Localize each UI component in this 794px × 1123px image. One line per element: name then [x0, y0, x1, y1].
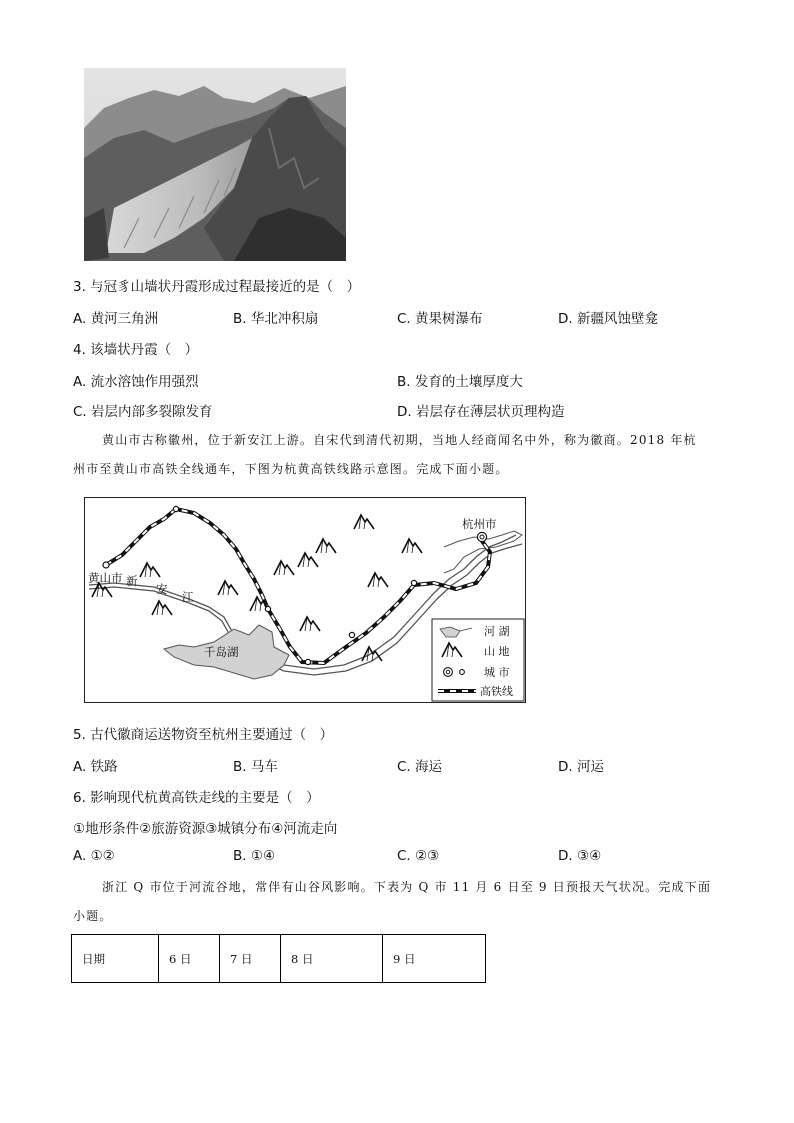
table-header-day-7: 7 日 — [220, 935, 281, 983]
legend-label-lake: 河 湖 — [484, 625, 510, 638]
q3-option-c[interactable]: C. 黄果树瀑布 — [397, 311, 483, 327]
danxia-photo — [84, 68, 346, 261]
railway-map-graphic — [84, 497, 526, 703]
map-legend — [432, 619, 524, 701]
q4-option-c[interactable]: C. 岩层内部多裂隙发育 — [73, 404, 213, 420]
question-4-stem: 4. 该墙状丹霞（ ） — [73, 342, 199, 358]
passage-weather-line2: 小题。 — [73, 909, 113, 923]
q6-option-b[interactable]: B. ①④ — [233, 848, 276, 864]
table-header-day-6: 6 日 — [159, 935, 220, 983]
passage-huangshan-line2: 州市至黄山市高铁全线通车，下图为杭黄高铁线路示意图。完成下面小题。 — [73, 462, 509, 476]
q5-option-b[interactable]: B. 马车 — [233, 759, 278, 775]
table-header-date: 日期 — [72, 935, 159, 983]
weather-table — [71, 934, 486, 983]
q5-option-d[interactable]: D. 河运 — [558, 759, 604, 775]
question-6-factors: ①地形条件②旅游资源③城镇分布④河流走向 — [73, 821, 338, 837]
danxia-photo-graphic — [84, 68, 346, 261]
q6-option-a[interactable]: A. ①② — [73, 848, 115, 864]
passage-weather-line1: 浙江 Q 市位于河流谷地，常伴有山谷风影响。下表为 Q 市 11 月 6 日至 9 日预报天气状况。完成下面 — [102, 880, 712, 894]
q5-option-c[interactable]: C. 海运 — [397, 759, 443, 775]
q3-option-d[interactable]: D. 新疆风蚀壁龛 — [558, 311, 658, 327]
passage-huangshan-line1: 黄山市古称徽州，位于新安江上游。自宋代到清代初期，当地人经商闻名中外，称为徽商。2018 年杭 — [102, 433, 697, 447]
question-6-stem: 6. 影响现代杭黄高铁走线的主要是（ ） — [73, 790, 320, 806]
legend-label-city: 城 市 — [484, 666, 510, 679]
q4-option-a[interactable]: A. 流水溶蚀作用强烈 — [73, 374, 199, 390]
city-label-hangzhou: 杭州市 — [462, 517, 497, 531]
river-label-char-1: 新 — [126, 574, 138, 588]
table-header-day-9: 9 日 — [383, 935, 486, 983]
q6-option-c[interactable]: C. ②③ — [397, 848, 440, 864]
table-header-day-8: 8 日 — [281, 935, 383, 983]
river-label-char-2: 安 — [156, 582, 168, 596]
lake-label: 千岛湖 — [204, 645, 239, 659]
legend-label-railway: 高铁线 — [480, 685, 513, 698]
q3-option-a[interactable]: A. 黄河三角洲 — [73, 311, 159, 327]
railway-map — [84, 497, 526, 703]
city-label-huangshan: 黄山市 — [88, 571, 123, 585]
q4-option-d[interactable]: D. 岩层存在薄层状页理构造 — [397, 404, 565, 420]
q6-option-d[interactable]: D. ③④ — [558, 848, 602, 864]
question-3-stem: 3. 与冠豸山墙状丹霞形成过程最接近的是（ ） — [73, 279, 361, 295]
legend-label-mountain: 山 地 — [484, 645, 510, 658]
question-5-stem: 5. 古代徽商运送物资至杭州主要通过（ ） — [73, 727, 334, 743]
table-row — [72, 935, 486, 983]
q3-option-b[interactable]: B. 华北冲积扇 — [233, 311, 319, 327]
q5-option-a[interactable]: A. 铁路 — [73, 759, 118, 775]
river-label-char-3: 江 — [182, 590, 194, 604]
q4-option-b[interactable]: B. 发育的土壤厚度大 — [397, 374, 523, 390]
